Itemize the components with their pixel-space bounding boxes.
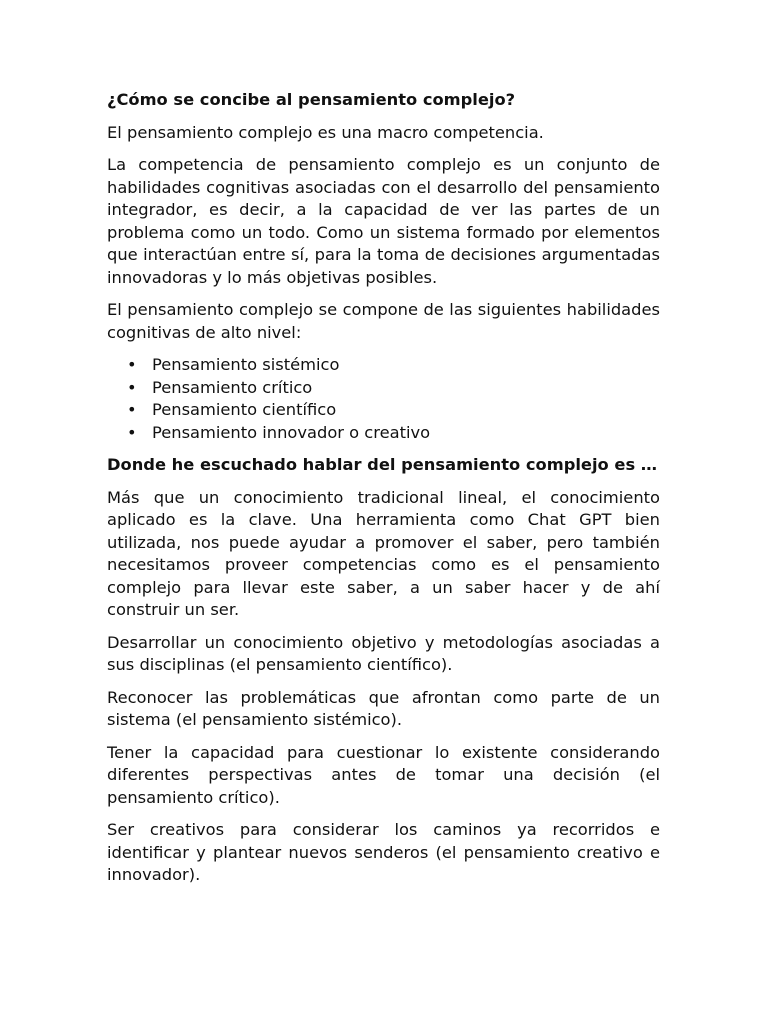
document-body — [107, 89, 660, 897]
paragraph-creative: Ser creativos para considerar los caminos ya recorridos e identificar y plantear nuevos senderos (el pensamiento creativo e innovador). — [107, 820, 660, 884]
list-item: • Pensamiento innovador o creativo — [107, 422, 660, 445]
list-item: • Pensamiento crítico — [107, 377, 660, 400]
paragraph-critical: Tener la capacidad para cuestionar lo existente considerando diferentes perspectivas antes de tomar una decisión (el pensamiento crítico). — [107, 742, 660, 807]
list-item: • Pensamiento sistémico — [107, 354, 660, 377]
skills-list — [107, 354, 660, 444]
paragraph-skills-intro: El pensamiento complejo se compone de las siguientes habilidades cognitivas de alto nivel: — [107, 300, 660, 342]
paragraph-macro-competence: El pensamiento complejo es una macro competencia. — [107, 122, 544, 142]
section-heading-heard: Donde he escuchado hablar del pensamiento complejo es … — [107, 455, 658, 474]
section-heading-concept: ¿Cómo se concibe al pensamiento complejo? — [107, 90, 516, 109]
paragraph-definition: La competencia de pensamiento complejo es un conjunto de habilidades cognitivas asociadas con el desarrollo del pensamiento integrador, es decir, a la capacidad de ver las partes de un problema como un todo. Como un sistema formado por elementos que interactúan entre sí, para la toma de decisiones argumentadas innovadoras y lo más objetivas posibles. — [107, 155, 660, 287]
list-item: • Pensamiento científico — [107, 399, 660, 422]
paragraph-systemic: Reconocer las problemáticas que afrontan como parte de un sistema (el pensamiento sistémico). — [107, 687, 660, 729]
paragraph-applied-knowledge: Más que un conocimiento tradicional lineal, el conocimiento aplicado es la clave. Una herramienta como Chat GPT bien utilizada, nos puede ayudar a promover el saber, pero también necesitamos proveer competencias como es el pensamiento complejo para llevar este saber, a un saber hacer y de ahí construir un ser. — [107, 487, 660, 619]
paragraph-scientific: Desarrollar un conocimiento objetivo y metodologías asociadas a sus disciplinas (el pensamiento científico). — [107, 632, 660, 674]
